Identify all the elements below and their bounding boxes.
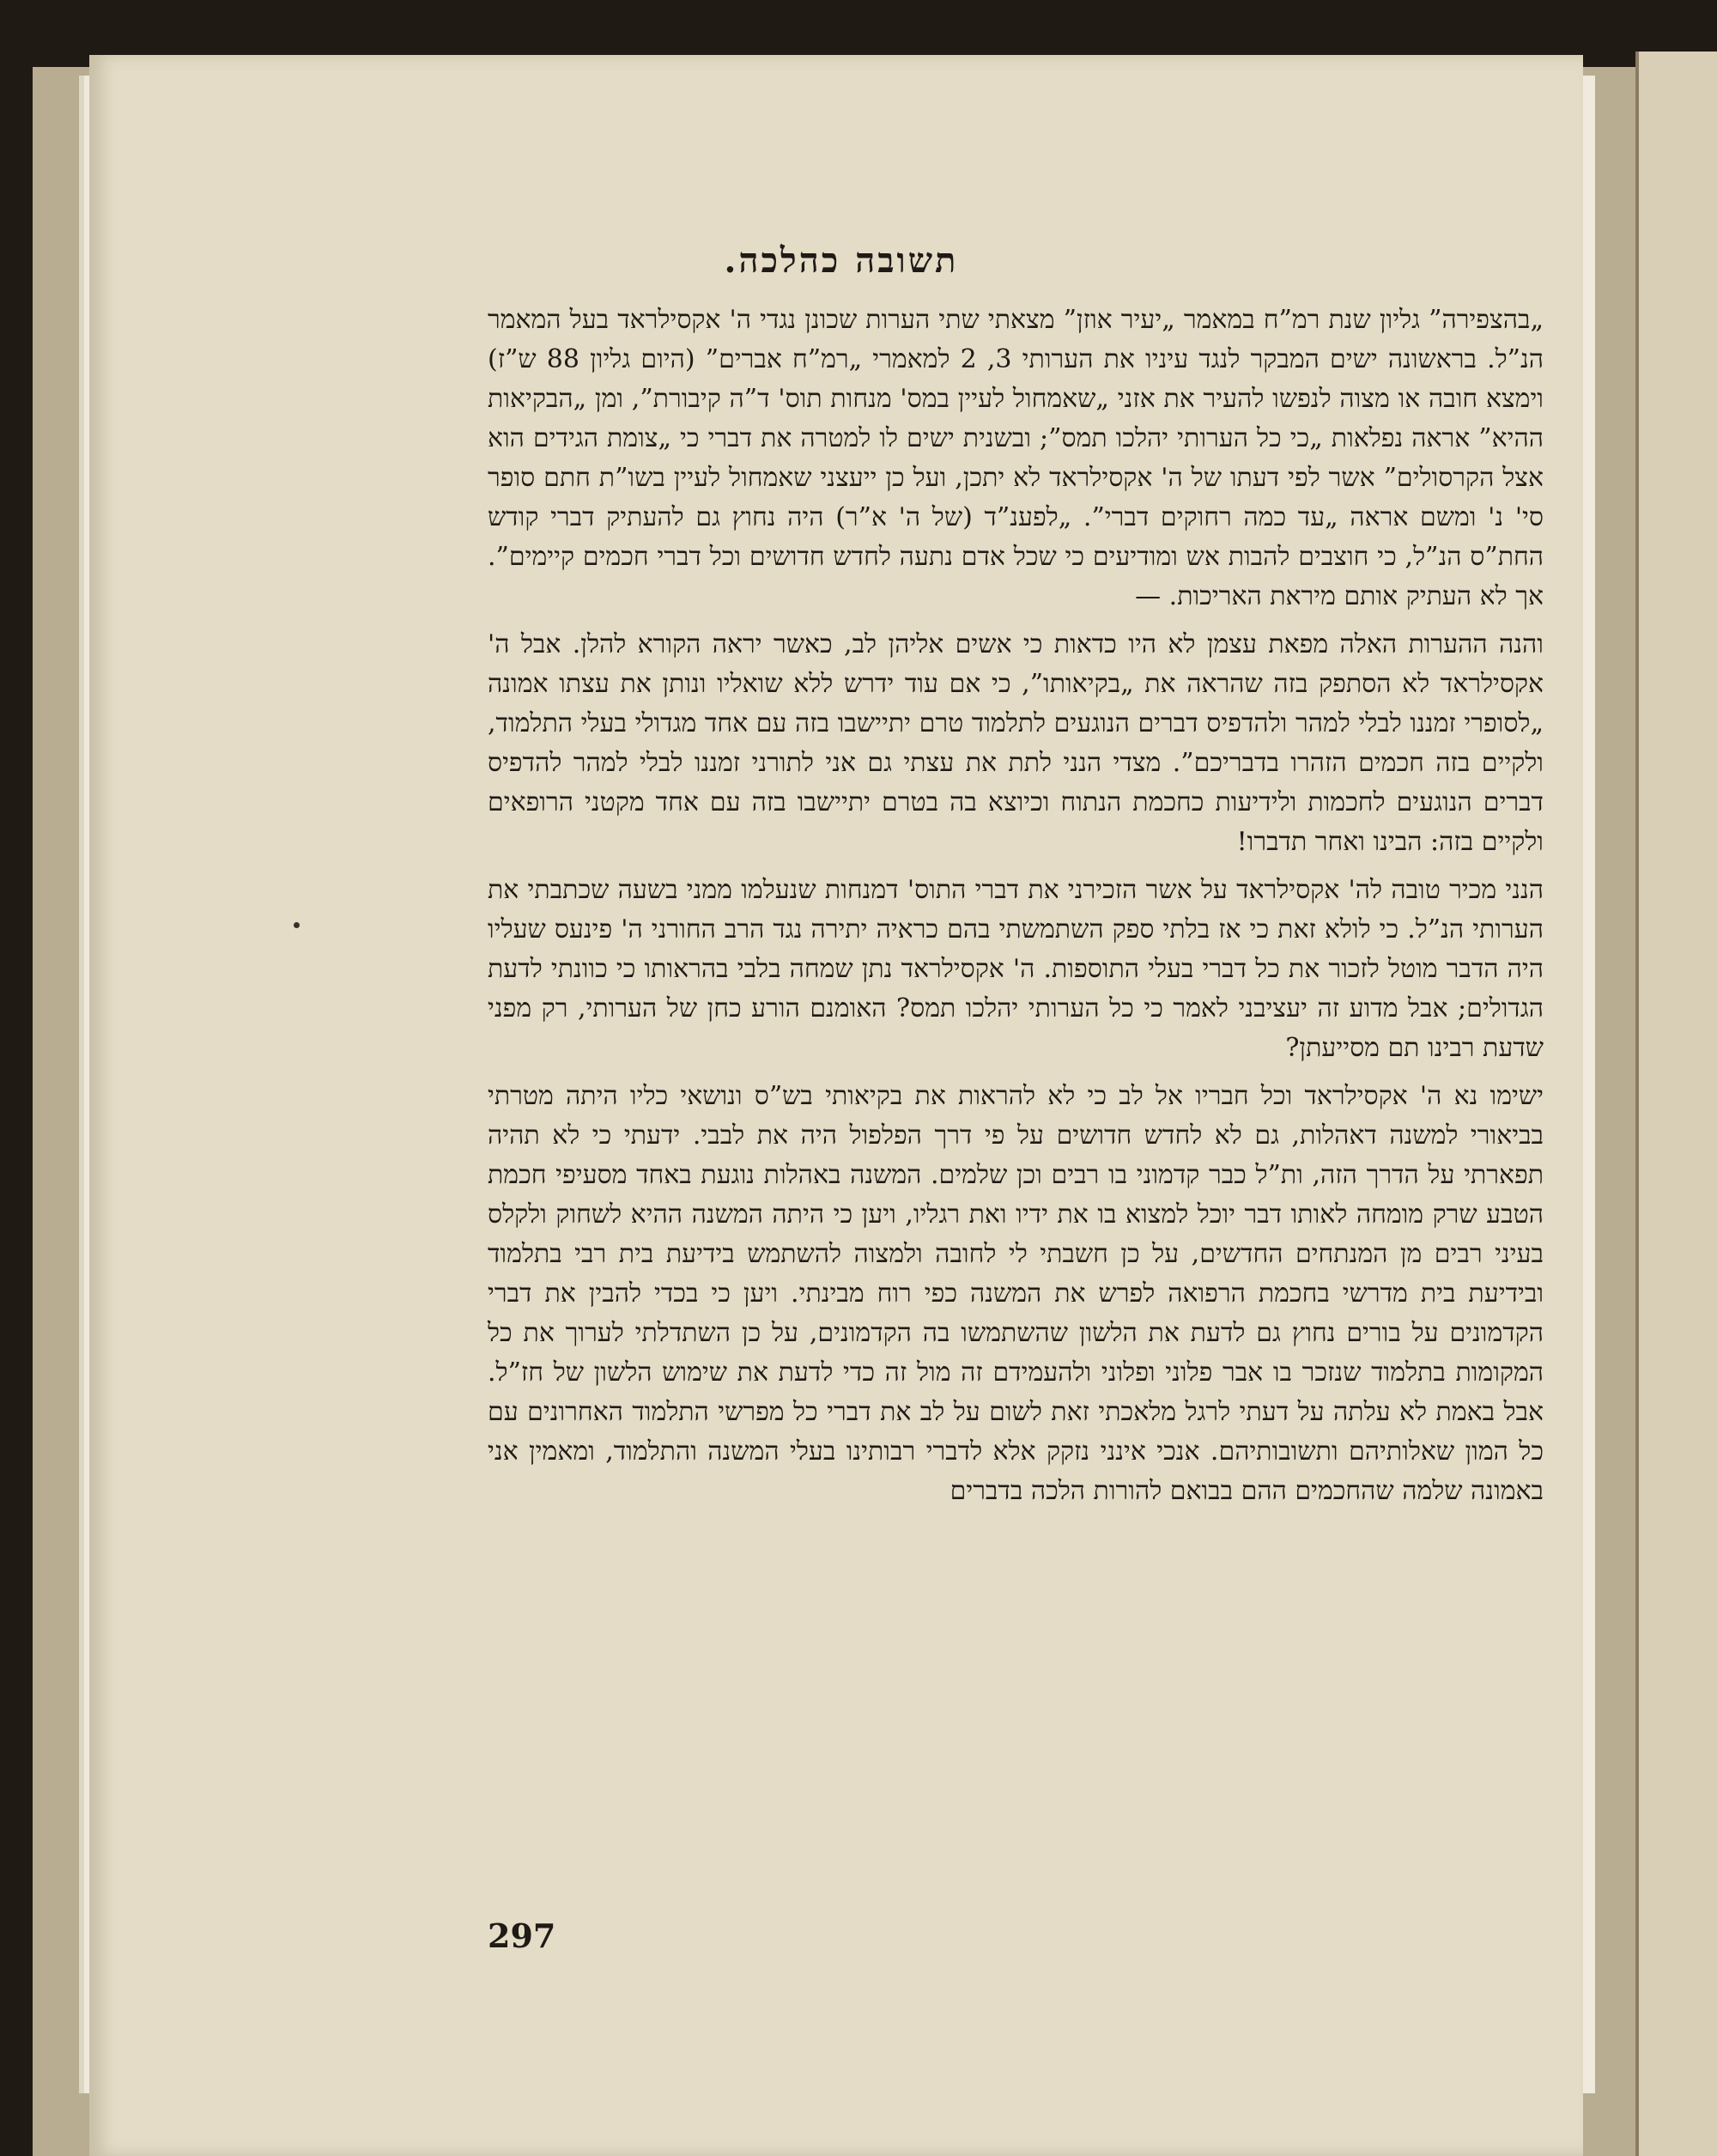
page-title: תשובה כהלכה. xyxy=(724,240,959,281)
body-text xyxy=(488,301,1544,1520)
paragraph: ישימו נא ה' אקסילראד וכל חבריו אל לב כי לא להראות את בקיאותי בש”ס ונושאי כליו היתה מטרתי בביאורי למשנה דאהלות, גם לא לחדש חדושים על פי דרך הפלפול היה את לבבי. ידעתי כי לא תהיה תפארתי על הדרך הזה, ות”ל כבר קדמוני בו רבים וכן שלמים. המשנה באהלות נוגעת באחד מסעיפי חכמת הטבע שרק מומחה לאותו דבר יוכל למצוא בו את ידיו ואת רגליו, ויען כי היתה המשנה ההיא לשחוק ולקלס בעיני רבים מן המנתחים החדשים, על כן חשבתי לי לחובה ולמצוה להשתמש בידיעת בית רבי בתלמוד ובידיעת בית מדרשי בחכמת הרפואה לפרש את המשנה כפי רוח מבינתי. ויען כי בכדי להבין את דברי הקדמונים על בורים נחוץ גם לדעת את הלשון שהשתמשו בה הקדמונים, על כן השתדלתי לערוך את כל המקומות בתלמוד שנזכר בו אבר פלוני ופלוני ולהעמידם זה מול זה כדי לדעת את שימוש הלשון של חז”ל. אבל באמת לא עלתה על דעתי לרגל מלאכתי זאת לשום על לב את דברי כל מפרשי התלמוד האחרונים עם כל המון שאלותיהם ותשובותיהם. אנכי אינני נזקק אלא לדברי רבותינו בעלי המשנה והתלמוד, ומאמין אני באמונה שלמה שהחכמים ההם בבואם להורות הלכה בדברים xyxy=(488,1081,1544,1506)
paragraph: והנה ההערות האלה מפאת עצמן לא היו כדאות כי אשים אליהן לב, כאשר יראה הקורא להלן. אבל ה' אקסילראד לא הסתפק בזה שהראה את „בקיאותו”, כי אם עוד ידרש ללא שואליו ונותן את עצתו אמונה „לסופרי זמננו לבלי למהר ולהדפיס דברים הנוגעים לתלמוד טרם יתיישבו בזה עם אחד מגדולי בעלי התלמוד, ולקיים בזה חכמים הזהרו בדבריכם”. מצדי הנני לתת את עצתי גם אני לתורני זמננו לבלי למהר להדפיס דברים הנוגעים לחכמות ולידיעות כחכמת הנתוח וכיוצא בה בטרם יתיישבו בזה עם אחד מקטני הרופאים ולקיים בזה: הבינו ואחר תדברו! xyxy=(488,629,1544,857)
paragraph: „בהצפירה” גליון שנת רמ”ח במאמר „יעיר אוזן” מצאתי שתי הערות שכונן נגדי ה' אקסילראד בעל המאמר הנ”ל. בראשונה ישים המבקר לנגד עיניו את הערותי 3, 2 למאמרי „רמ”ח אברים” (היום גליון 88 ש”ז) וימצא חובה או מצוה לנפשו להעיר את אזני „שאמחול לעיין במס' מנחות תוס' ד”ה קיבורת”, ומן „הבקיאות ההיא” אראה נפלאות „כי כל הערותי יהלכו תמס”; ובשנית ישים לו למטרה את דברי כי „צומת הגידים הוא אצל הקרסולים” אשר לפי דעתו של ה' אקסילראד לא יתכן, ועל כן ייעצני שאמחול לעיין בשו”ת חתם סופר סי' נ' ומשם אראה „עד כמה רחוקים דברי”. „לפענ”ד (של ה' א”ר) היה נחוץ גם להעתיק דברי קודש החת”ס הנ”ל, כי חוצבים להבות אש ומודיעים כי שכל אדם נתעה לחדש חדושים וכל דברי חכמים קיימים”. אך לא העתיק אותם מיראת האריכות. — xyxy=(488,305,1544,611)
ink-mark xyxy=(294,922,300,928)
facing-page-edge xyxy=(1635,52,1717,2156)
page-number: 297 xyxy=(488,1916,556,1955)
paragraph: הנני מכיר טובה לה' אקסילראד על אשר הזכירני את דברי התוס' דמנחות שנעלמו ממני בשעה שכתבתי את הערותי הנ”ל. כי לולא זאת כי אז בלתי ספק השתמשתי בהם כראיה יתירה נגד הרב החורני ה' פינעס שעליו היה הדבר מוטל לזכור את כל דברי בעלי התוספות. ה' אקסילראד נתן שמחה בלבי בהראותו כי כוונתי לדעת הגדולים; אבל מדוע זה יעציבני לאמר כי כל הערותי יהלכו תמס? האומנם הורע כחן של הערותי, רק מפני שדעת רבינו תם מסייעתן? xyxy=(488,875,1544,1063)
